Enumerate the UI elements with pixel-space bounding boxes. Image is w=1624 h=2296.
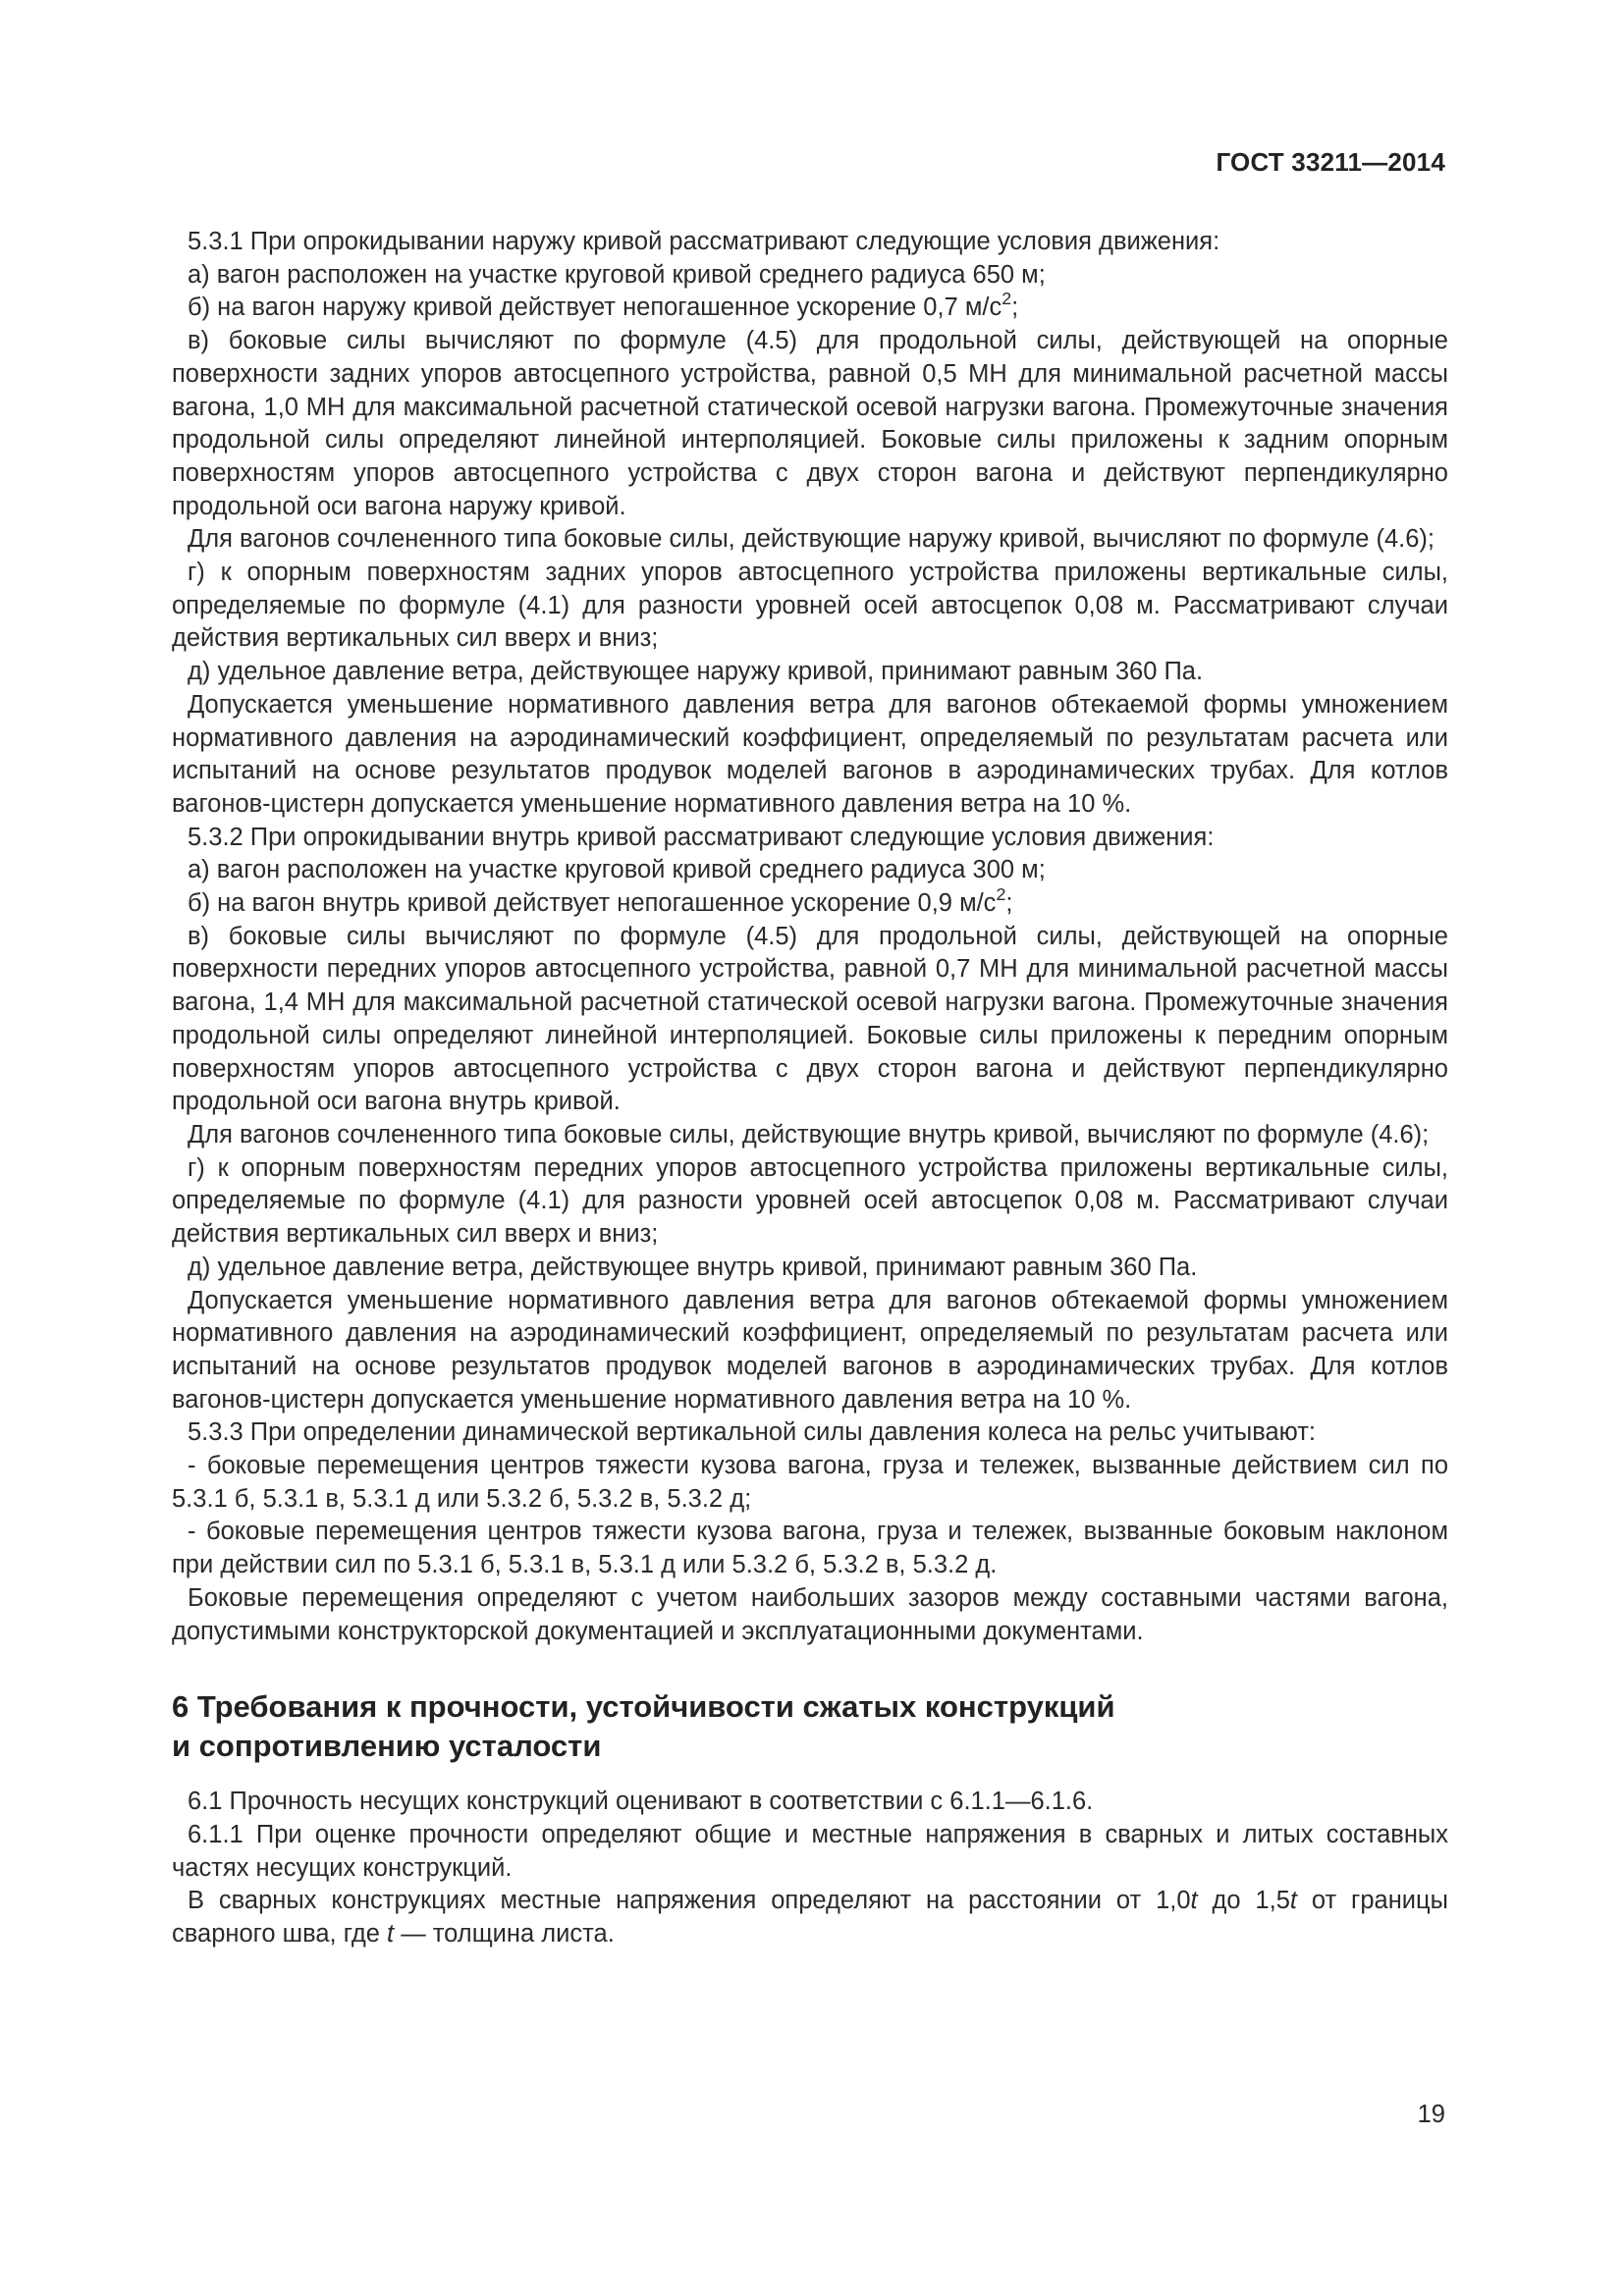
paragraph: Боковые перемещения определяют с учетом наибольших зазоров между составными частями вагона, допустимыми конструкторской документацией и эксплуатационными документами.: [172, 1583, 1448, 1645]
paragraph: 6.1.1 При оценке прочности определяют общие и местные напряжения в сварных и литых составных частях несущих конструкций.: [172, 1820, 1448, 1882]
paragraph: Для вагонов сочлененного типа боковые силы, действующие внутрь кривой, вычисляют по формуле (4.6);: [188, 1120, 1430, 1148]
paragraph: д) удельное давление ветра, действующее наружу кривой, принимают равным 360 Па.: [188, 658, 1204, 686]
paragraph: в) боковые силы вычисляют по формуле (4.5) для продольной силы, действующей на опорные поверхности задних упоров автосцепного устройства, равной 0,5 МН для минимальной расчетной массы вагона, 1,0 МН для максимальной расчетной статической осевой нагрузки вагона. Промежуточные значения продольной силы определяют линейной интерполяцией. Боковые силы приложены к задним опорным поверхностям упоров автосцепного устройства с двух сторон вагона и действуют перпендикулярно продольной оси вагона наружу кривой.: [172, 327, 1448, 520]
paragraph: а) вагон расположен на участке круговой кривой среднего радиуса 300 м;: [188, 856, 1046, 884]
paragraph: Допускается уменьшение нормативного давления ветра для вагонов обтекаемой формы умножением нормативного давления на аэродинамический коэффициент, определяемый по результатам расчета или испытаний на основе результатов продувок моделей вагонов в аэродинамических трубах. Для котлов вагонов-цистерн допускается уменьшение нормативного давления ветра на 10 %.: [172, 690, 1448, 818]
section-heading-line: 6 Требования к прочности, устойчивости сжатых конструкций: [172, 1689, 1115, 1725]
paragraph: в) боковые силы вычисляют по формуле (4.5) для продольной силы, действующей на опорные поверхности передних упоров автосцепного устройства, равной 0,7 МН для минимальной расчетной массы вагона, 1,4 МН для максимальной расчетной статической осевой нагрузки вагона. Промежуточные значения продольной силы определяют линейной интерполяцией. Боковые силы приложены к передним опорным поверхностям упоров автосцепного устройства с двух сторон вагона и действуют перпендикулярно продольной оси вагона внутрь кривой.: [172, 922, 1448, 1116]
section-heading-line: и сопротивлению усталости: [172, 1729, 602, 1764]
paragraph: г) к опорным поверхностям передних упоров автосцепного устройства приложены вертикальные силы, определяемые по формуле (4.1) для разности уровней осей автосцепок 0,08 м. Рассматривают случаи действия вертикальных сил вверх и вниз;: [172, 1153, 1448, 1249]
paragraph: а) вагон расположен на участке круговой кривой среднего радиуса 650 м;: [188, 260, 1046, 289]
paragraph: Для вагонов сочлененного типа боковые силы, действующие наружу кривой, вычисляют по формуле (4.6);: [188, 525, 1435, 554]
paragraph: б) на вагон наружу кривой действует непогашенное ускорение 0,7 $м/с^2$;: [188, 288, 1019, 322]
paragraph: д) удельное давление ветра, действующее внутрь кривой, принимают равным 360 Па.: [188, 1253, 1198, 1281]
paragraph: б) на вагон внутрь кривой действует непогашенное ускорение 0,9 $м/с^2$;: [188, 883, 1013, 918]
paragraph: 6.1 Прочность несущих конструкций оценивают в соответствии с 6.1.1—6.1.6.: [188, 1788, 1094, 1816]
paragraph: 5.3.3 При определении динамической вертикальной силы давления колеса на рельс учитывают:: [188, 1418, 1316, 1447]
paragraph: - боковые перемещения центров тяжести кузова вагона, груза и тележек, вызванные боковым наклоном при действии сил по 5.3.1 б, 5.3.1 в, 5.3.1 д или 5.3.2 б, 5.3.2 в, 5.3.2 д.: [172, 1518, 1448, 1579]
paragraph: 5.3.2 При опрокидывании внутрь кривой рассматривают следующие условия движения:: [188, 823, 1215, 851]
paragraph: г) к опорным поверхностям задних упоров автосцепного устройства приложены вертикальные силы, определяемые по формуле (4.1) для разности уровней осей автосцепок 0,08 м. Рассматривают случаи действия вертикальных сил вверх и вниз;: [172, 559, 1448, 653]
paragraph: 5.3.1 При опрокидывании наружу кривой рассматривают следующие условия движения:: [188, 228, 1220, 255]
paragraph: В сварных конструкциях местные напряжения определяют на расстоянии от 1,0t до 1,5t от границы сварного шва, где t — толщина листа.: [172, 1887, 1448, 1949]
paragraph: Допускается уменьшение нормативного давления ветра для вагонов обтекаемой формы умножением нормативного давления на аэродинамический коэффициент, определяемый по результатам расчета или испытаний на основе результатов продувок моделей вагонов в аэродинамических трубах. Для котлов вагонов-цистерн допускается уменьшение нормативного давления ветра на 10 %.: [172, 1286, 1448, 1414]
page-number: 19: [1417, 2101, 1445, 2128]
document-body: [172, 226, 1448, 1951]
paragraph: - боковые перемещения центров тяжести кузова вагона, груза и тележек, вызванные действием сил по 5.3.1 б, 5.3.1 в, 5.3.1 д или 5.3.2 б, 5.3.2 в, 5.3.2 д;: [172, 1452, 1448, 1513]
document-header: ГОСТ 33211—2014: [1216, 147, 1445, 177]
section-heading: [172, 1687, 1448, 1766]
